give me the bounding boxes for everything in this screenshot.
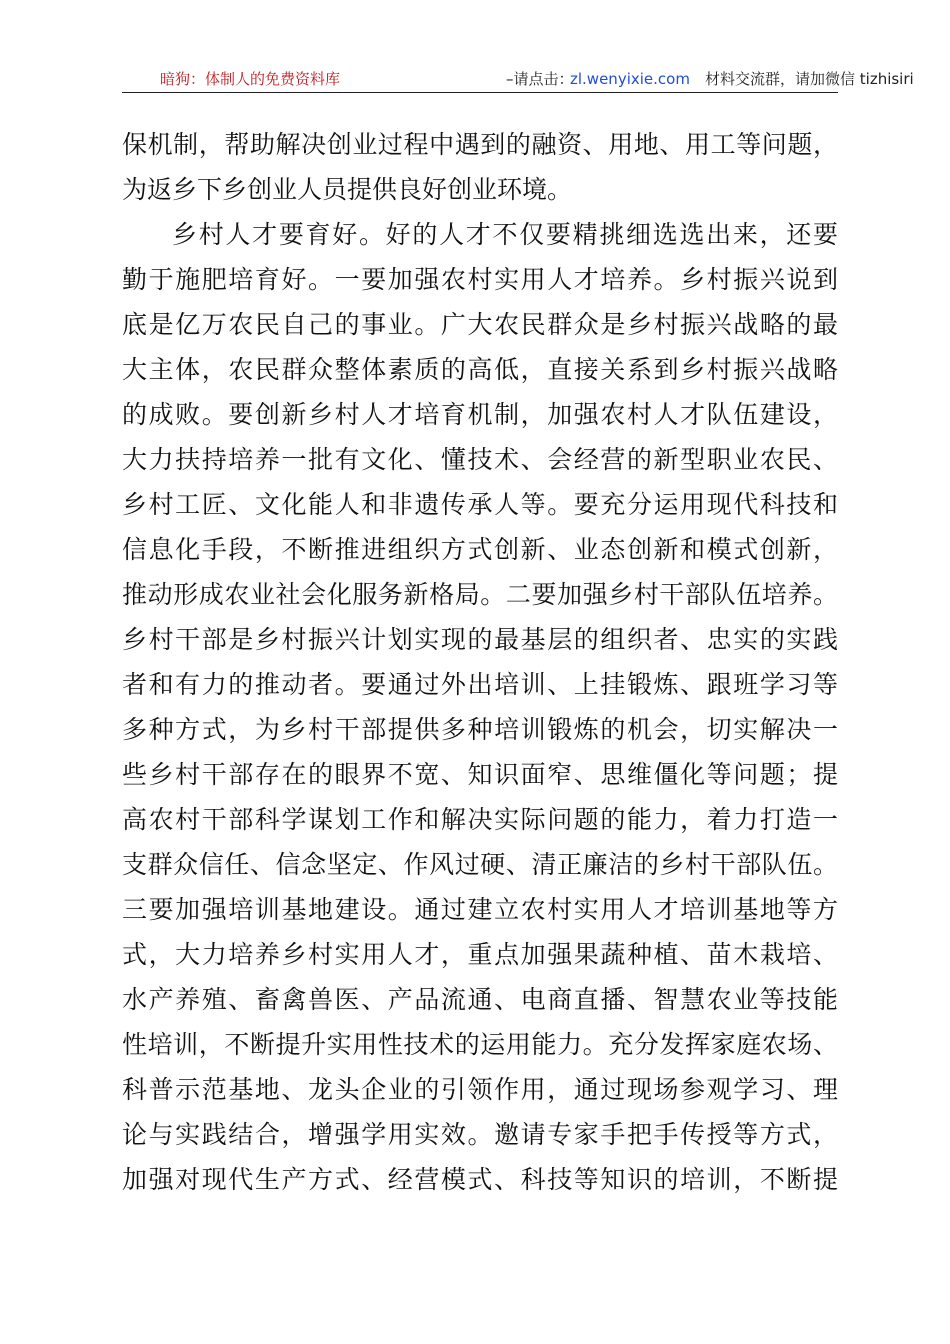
- text-line: 底是亿万农民自己的事业。广大农民群众是乡村振兴战略的最: [122, 310, 838, 339]
- text-line: 乡村工匠、文化能人和非遗传承人等。要充分运用现代科技和: [122, 490, 838, 519]
- paragraph-start-line: 乡村人才要育好。好的人才不仅要精挑细选选出来，还要: [172, 220, 838, 249]
- text-line: 水产养殖、畜禽兽医、产品流通、电商直播、智慧农业等技能: [122, 985, 838, 1014]
- text-line: 支群众信任、信念坚定、作风过硬、清正廉洁的乡村干部队伍。: [122, 850, 838, 879]
- text-line: 为返乡下乡创业人员提供良好创业环境。: [122, 175, 573, 204]
- text-line: 多种方式，为乡村干部提供多种培训锻炼的机会，切实解决一: [122, 715, 838, 744]
- text-line: 者和有力的推动者。要通过外出培训、上挂锻炼、跟班学习等: [122, 670, 838, 699]
- text-line: 的成败。要创新乡村人才培育机制，加强农村人才队伍建设，: [122, 400, 838, 429]
- text-line: 大主体，农民群众整体素质的高低，直接关系到乡村振兴战略: [122, 355, 838, 384]
- text-line: 高农村干部科学谋划工作和解决实际问题的能力，着力打造一: [122, 805, 838, 834]
- text-line: 推动形成农业社会化服务新格局。二要加强乡村干部队伍培养。: [122, 580, 838, 609]
- text-line: 加强对现代生产方式、经营模式、科技等知识的培训，不断提: [122, 1165, 838, 1194]
- body-text: [122, 122, 838, 1202]
- text-line: 性培训，不断提升实用性技术的运用能力。充分发挥家庭农场、: [122, 1030, 838, 1059]
- page-header: [122, 66, 914, 93]
- text-line: 信息化手段，不断推进组织方式创新、业态创新和模式创新，: [122, 535, 838, 564]
- text-line: 乡村干部是乡村振兴计划实现的最基层的组织者、忠实的实践: [122, 625, 838, 654]
- text-line: 大力扶持培养一批有文化、懂技术、会经营的新型职业农民、: [122, 445, 838, 474]
- text-line: 式，大力培养乡村实用人才，重点加强果蔬种植、苗木栽培、: [122, 940, 838, 969]
- header-website-link[interactable]: zl.wenyixie.com: [570, 70, 690, 88]
- header-click-prompt: –请点击：: [506, 70, 574, 88]
- text-line: 保机制，帮助解决创业过程中遇到的融资、用地、用工等问题，: [122, 130, 838, 159]
- text-line: 科普示范基地、龙头企业的引领作用，通过现场参观学习、理: [122, 1075, 838, 1104]
- text-line: 勤于施肥培育好。一要加强农村实用人才培养。乡村振兴说到: [122, 265, 838, 294]
- header-brand-text: 暗狗：体制人的免费资料库: [160, 70, 341, 88]
- text-line: 三要加强培训基地建设。通过建立农村实用人才培训基地等方: [122, 895, 838, 924]
- text-line: 些乡村干部存在的眼界不宽、知识面窄、思维僵化等问题；提: [122, 760, 838, 789]
- header-group-info: 材料交流群，请加微信 tizhisiri: [705, 70, 914, 88]
- text-line: 论与实践结合，增强学用实效。邀请专家手把手传授等方式，: [122, 1120, 838, 1149]
